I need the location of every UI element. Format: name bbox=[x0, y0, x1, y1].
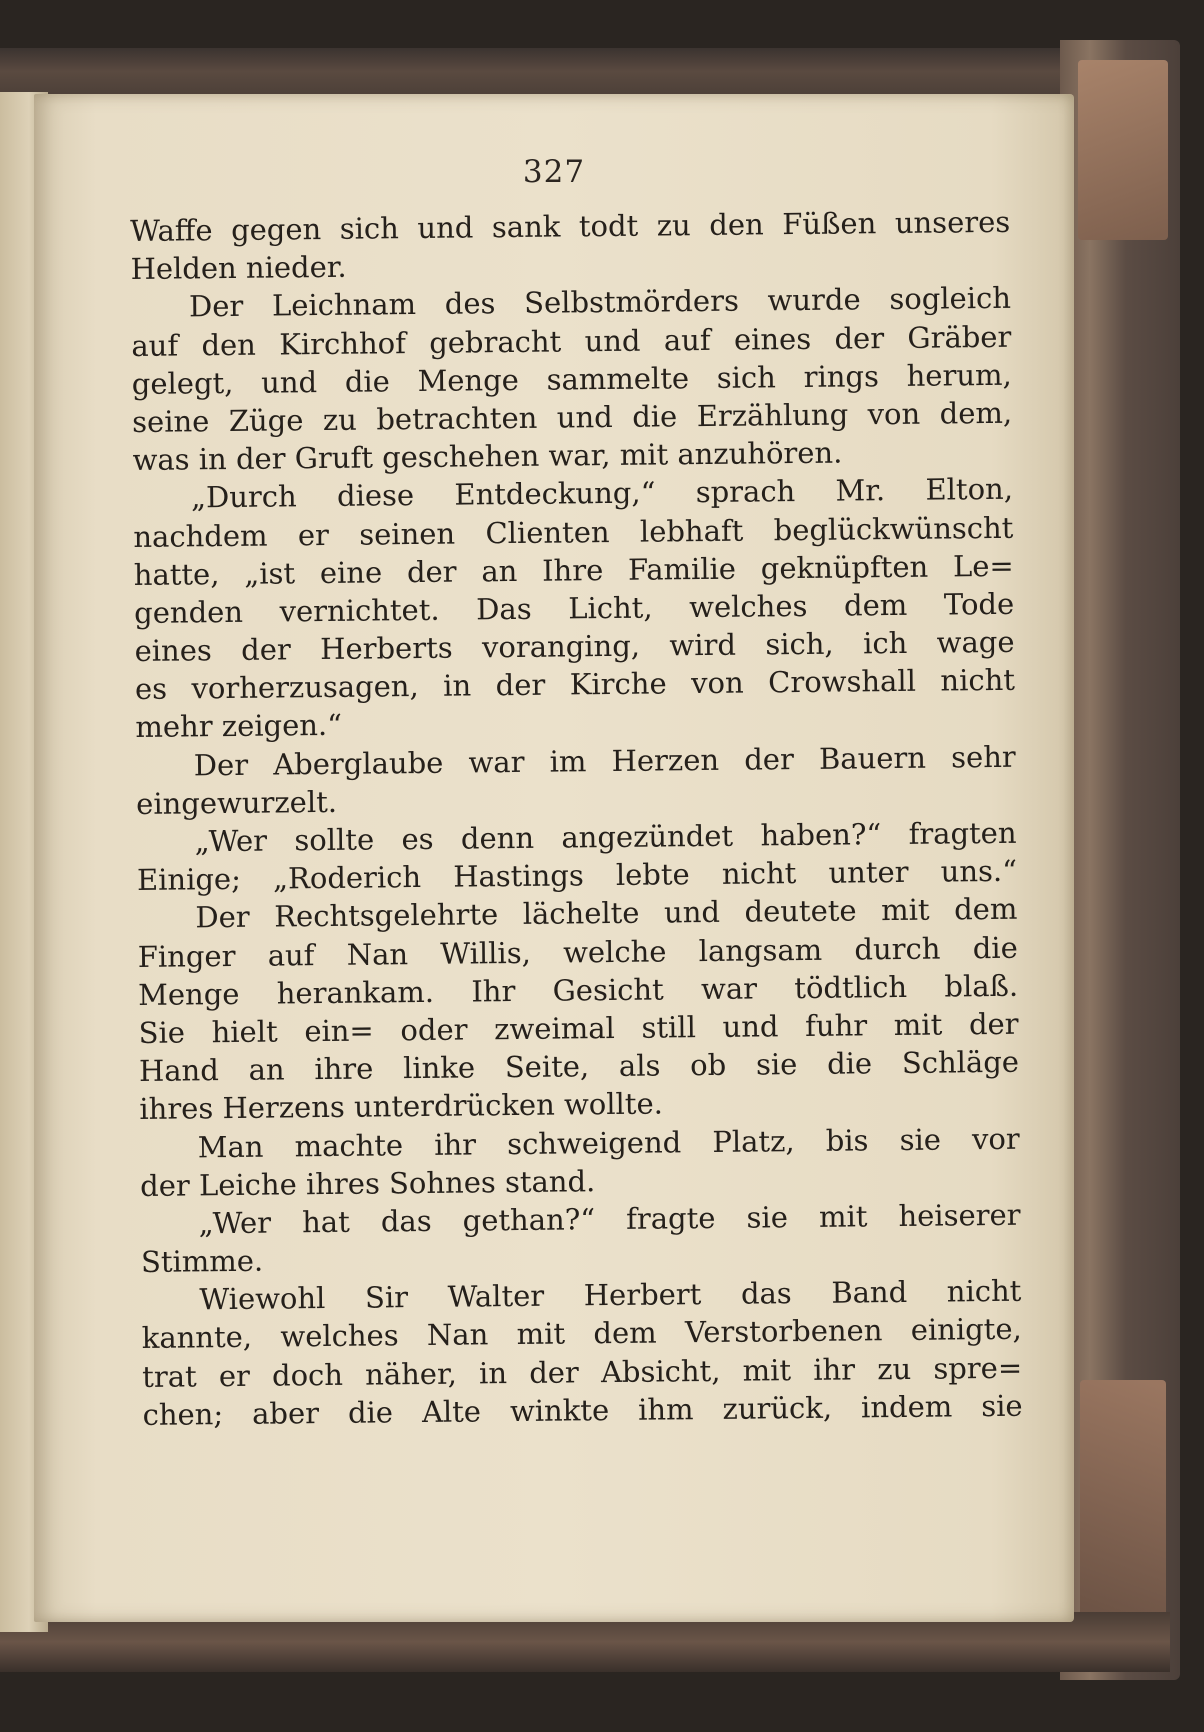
text-line: hatte, „ist eine der an Ihre Familie geknüpften Le= bbox=[133, 548, 1014, 592]
text-line: der Leiche ihres Sohnes stand. bbox=[140, 1163, 596, 1203]
text-line: „Durch diese Entdeckung,“ sprach Mr. Elton, bbox=[190, 472, 1014, 515]
text-line: gelegt, und die Menge sammelte sich rings herum, bbox=[131, 357, 1012, 401]
text-line: „Wer sollte es denn angezündet haben?“ fragten bbox=[194, 815, 1017, 859]
text-line: nachdem er seinen Clienten lebhaft beglückwünscht bbox=[133, 510, 1014, 554]
text-line: Hand an ihre linke Seite, als ob sie die Schläge bbox=[138, 1044, 1020, 1089]
text-line: Stimme. bbox=[140, 1243, 264, 1280]
page-text bbox=[130, 203, 1023, 1434]
text-line: Waffe gegen sich und sank todt zu den Füßen unseres bbox=[130, 204, 1011, 248]
text-line: mehr zeigen.“ bbox=[135, 708, 343, 745]
text-line: Helden nieder. bbox=[130, 249, 347, 287]
text-line: Der Rechtsgelehrte lächelte und deutete mit dem bbox=[195, 892, 1018, 935]
book-page bbox=[34, 94, 1074, 1622]
text-line: eines der Herberts voranging, wird sich, ich wage bbox=[134, 624, 1015, 669]
leather-corner-bottom bbox=[1080, 1380, 1166, 1620]
text-line: Einige; „Roderich Hastings lebte nicht unter uns.“ bbox=[136, 853, 1018, 898]
text-line: Der Aberglaube war im Herzen der Bauern sehr bbox=[193, 739, 1016, 782]
text-line: kannte, welches Nan mit dem Verstorbenen einigte, bbox=[141, 1312, 1022, 1356]
text-line: ihres Herzens unterdrücken wollte. bbox=[139, 1086, 664, 1127]
text-line: Der Leichnam des Selbstmörders wurde sogleich bbox=[188, 281, 1012, 324]
text-line: auf den Kirchhof gebracht und auf eines der Gräber bbox=[131, 319, 1012, 363]
leather-corner-top bbox=[1078, 60, 1168, 240]
text-line: es vorherzusagen, in der Kirche von Crowshall nicht bbox=[134, 663, 1016, 707]
text-line: „Wer hat das gethan?“ fragte sie mit heiserer bbox=[198, 1197, 1021, 1241]
text-line: Sie hielt ein= oder zweimal still und fuhr mit der bbox=[138, 1006, 1019, 1050]
text-line: Finger auf Nan Willis, welche langsam durch die bbox=[137, 930, 1018, 974]
book-cover-top-edge bbox=[0, 48, 1150, 100]
text-line: seine Züge zu betrachten und die Erzählung von dem, bbox=[132, 395, 1013, 439]
text-line: Man machte ihr schweigend Platz, bis sie vor bbox=[197, 1121, 1020, 1164]
text-line: was in der Gruft geschehen war, mit anzuhören. bbox=[132, 435, 843, 478]
text-line: trat er doch näher, in der Absicht, mit ihr zu spre= bbox=[142, 1350, 1023, 1394]
text-line: Wiewohl Sir Walter Herbert das Band nicht bbox=[199, 1273, 1022, 1317]
text-line: genden vernichtet. Das Licht, welches dem Tode bbox=[134, 586, 1015, 630]
book-cover-right-edge bbox=[1060, 40, 1180, 1680]
text-line: eingewurzelt. bbox=[136, 784, 338, 821]
text-line: Menge herankam. Ihr Gesicht war tödtlich blaß. bbox=[138, 968, 1019, 1012]
text-line: chen; aber die Alte winkte ihm zurück, indem sie bbox=[142, 1388, 1023, 1432]
page-number: 327 bbox=[522, 154, 586, 190]
